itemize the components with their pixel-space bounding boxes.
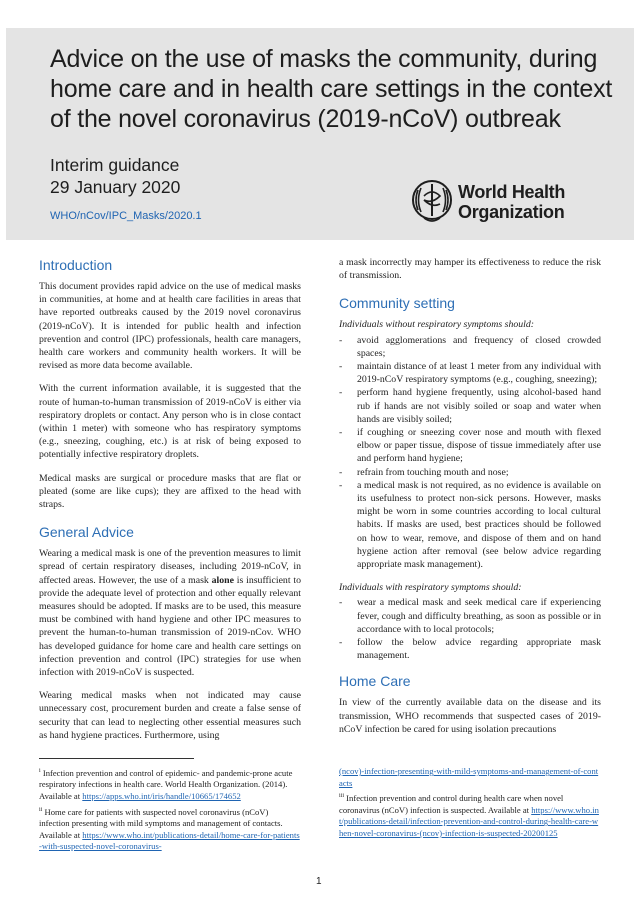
home-care-paragraph: In view of the currently available data on the disease and its transmission, WHO recommends that suspected cases of 2019-nCoV infection be cared for using isolation precautions: [339, 697, 601, 735]
document-id: WHO/nCov/IPC_Masks/2020.1: [50, 210, 202, 222]
subheading-with-symptoms: Individuals with respiratory symptoms should:: [339, 582, 522, 594]
list-item: - a medical mask is not required, as no evidence is available on its usefulness to protect non-sick persons. However, masks might be worn in some countries according to local cultural habits. If masks are used, best practices should be followed on how to wear, remove, and dispose of them and on hand hygiene action after removal (see below advice regarding appropriate mask management).: [339, 479, 601, 571]
list-without-symptoms: [339, 334, 601, 572]
list-item: - perform hand hygiene frequently, using alcohol-based hand rub if hands are not visibly soiled or soap and water when hands are visibly soiled;: [339, 386, 601, 426]
publication-date: 29 January 2020: [50, 177, 181, 197]
footnote-1-link[interactable]: https://apps.who.int/iris/handle/10665/174652: [82, 791, 241, 802]
footnote-2-link-continued[interactable]: (ncov)-infection-presenting-with-mild-symptoms-and-management-of-contacts: [339, 766, 599, 788]
list-item: - if coughing or sneezing cover nose and mouth with flexed elbow or paper tissue, dispose of tissue immediately after use and perform hand hygiene;: [339, 426, 601, 466]
footnote-3-link[interactable]: https://www.who.int/publications-detail/infection-prevention-and-control-during-health-care-when-novel-coronavirus-(ncov)-infection-is-suspected-20200125: [339, 804, 599, 838]
subheading-without-symptoms: Individuals without respiratory symptoms should:: [339, 319, 535, 331]
who-emblem-icon: [410, 178, 454, 224]
section-heading-community-setting: Community setting: [339, 295, 455, 312]
document-title: Advice on the use of masks the community, during home care and in health care settings in the context of the novel coronavirus (2019-nCoV) outbreak: [50, 45, 613, 133]
section-heading-general-advice: General Advice: [39, 524, 134, 541]
guidance-type: Interim guidance: [50, 155, 180, 175]
general-advice-paragraph-1: Wearing a medical mask is one of the prevention measures to limit spread of certain respiratory diseases, including 2019-nCoV, in affected areas. However, the use of a mask alone is insufficient to provide the adequate level of protection and other equally relevant measures should be adopted. If masks are to be used, this measure must be combined with hand hygiene and other IPC measures to prevent the human-to-human transmission of 2019-nCov. WHO has developed guidance for home care and health care settings on infection prevention and control (IPC) strategies for use when infection with 2019-nCoV is suspected.: [39, 548, 301, 679]
organization-name: World Health Organization: [458, 182, 566, 222]
intro-paragraph-2: With the current information available, it is suggested that the route of human-to-human transmission of 2019-nCoV is either via respiratory droplets or contact. Any person who is in close contact (within 1 meter) with someone who has respiratory symptoms (e.g., sneezing, coughing, etc.) is at risk of being exposed to potentially infective respiratory droplets.: [39, 383, 301, 461]
page-number: 1: [316, 876, 322, 887]
list-item: - avoid agglomerations and frequency of closed crowded spaces;: [339, 334, 601, 360]
general-advice-paragraph-2: Wearing medical masks when not indicated may cause unnecessary cost, procurement burden and create a false sense of security that can lead to neglecting other essential measures such as hand hygiene practices. Furthermore, using: [39, 690, 301, 741]
footnote-2-continued: [339, 766, 601, 789]
left-column: [39, 256, 301, 752]
document-subtitle: [50, 154, 180, 198]
document-header: [6, 28, 634, 240]
section-heading-introduction: Introduction: [39, 257, 113, 273]
footnote-2-link[interactable]: https://www.who.int/publications-detail/home-care-for-patients-with-suspected-novel-coronavirus-: [39, 829, 300, 852]
footnotes-right: [339, 766, 601, 841]
mask-misuse-paragraph: a mask incorrectly may hamper its effectiveness to reduce the risk of transmission.: [339, 257, 601, 282]
list-item: - refrain from touching mouth and nose;: [339, 466, 601, 479]
footnote-divider: [39, 758, 194, 759]
section-heading-home-care: Home Care: [339, 673, 411, 690]
list-item: - wear a medical mask and seek medical care if experiencing fever, cough and difficulty breathing, as soon as possible or in accordance with to local protocols;: [339, 596, 601, 636]
list-with-symptoms: [339, 596, 601, 662]
footnote-1: $^i$ Infection prevention and control of epidemic- and pandemic-prone acute respiratory infections in health care. World Health Organization. (2014). Available at https://apps.who.int/iris/handle/10665/174652: [39, 767, 293, 802]
right-column: [339, 256, 601, 746]
footnotes-left: [39, 766, 301, 855]
footnote-3: $^{iii}$ Infection prevention and control during health care when novel coronavirus (nCoV) infection is suspected. Available at https://www.who.int/publications-detail/infection-prevention-and-control-during-health-care-when-novel-coronavirus-(ncov)-infection-is-suspected-20200125: [339, 793, 599, 838]
footnote-2: $^{ii}$ Home care for patients with suspected novel coronavirus (nCoV) infection presenting with mild symptoms and management of contacts. Available at https://www.who.int/publications-detail/home-care-for-patients-with-suspected-novel-coronavirus-: [39, 806, 300, 852]
list-item: - maintain distance of at least 1 meter from any individual with 2019-nCoV respiratory symptoms (e.g., coughing, sneezing);: [339, 360, 601, 386]
intro-paragraph-1: This document provides rapid advice on the use of medical masks in communities, at home and at health care facilities in areas that have reported outbreaks caused by the 2019 novel coronavirus (2019-nCoV). It is intended for public health and infection prevention and control (IPC) professionals, health care managers, health care workers and community health workers. It will be revised as more data become available.: [39, 281, 301, 372]
intro-paragraph-3: Medical masks are surgical or procedure masks that are flat or pleated (some are like cups); they are affixed to the head with straps.: [39, 472, 301, 511]
list-item: - follow the below advice regarding appropriate mask management.: [339, 636, 601, 662]
